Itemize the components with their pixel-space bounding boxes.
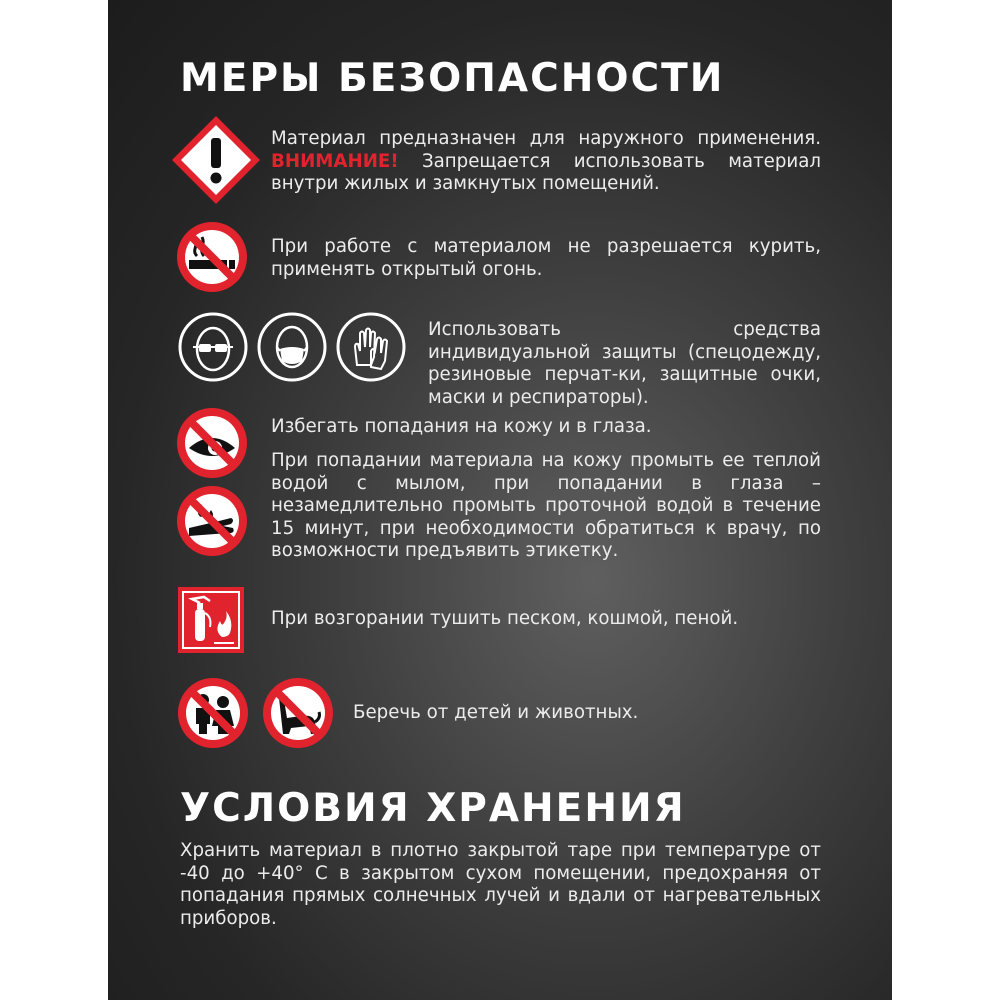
no-skin-contact-icon <box>175 484 249 558</box>
safety-item-6-text: При возгорании тушить песком, кошмой, пеной. <box>271 608 739 629</box>
gloves-icon <box>335 311 407 383</box>
safety-item-7-text: Беречь от детей и животных. <box>353 702 639 723</box>
safety-item-2-text: При работе с материалом не разрешается курить, применять открытый огонь. <box>271 236 821 280</box>
no-smoking-icon <box>175 220 249 294</box>
safety-sheet <box>108 0 892 1000</box>
safety-item-3-text: Использовать средства индивидуальной защиты (спецодежду, резиновые перчат-ки, защитные очки, маски и респираторы). <box>428 319 821 408</box>
safety-item-1-text <box>271 128 821 196</box>
safety-item-5-text: При попадании материала на кожу промыть ее теплой водой с мылом, при попадании в глаза – незамедлительно промыть проточной водой в течение 15 минут, при необходимости обратиться к врачу, по возможности предъявить этикетку. <box>271 450 821 561</box>
safety-item-1-rest: Запрещается использовать материал внутри жилых и замкнутых помещений. <box>271 150 821 194</box>
no-animals-icon <box>261 676 335 750</box>
safety-title: МЕРЫ БЕЗОПАСНОСТИ <box>180 56 725 101</box>
storage-title: УСЛОВИЯ ХРАНЕНИЯ <box>180 786 686 831</box>
safety-item-1-line1: Материал предназначен для наружного применения. <box>271 128 821 149</box>
fire-extinguisher-icon <box>178 587 244 653</box>
no-children-icon <box>176 676 250 750</box>
mask-icon <box>256 311 328 383</box>
no-eye-contact-icon <box>175 406 249 480</box>
goggles-icon <box>177 311 249 383</box>
exclamation-hazard-icon <box>170 114 262 206</box>
safety-item-4-text: Избегать попадания на кожу и в глаза. <box>271 416 652 437</box>
storage-text: Хранить материал в плотно закрытой таре при температуре от -40 до +40° С в закрытом сухом помещении, предохраняя от попадания прямых солнечных лучей и вдали от нагревательных приборов. <box>180 840 821 929</box>
warning-label: ВНИМАНИЕ! <box>271 150 399 172</box>
